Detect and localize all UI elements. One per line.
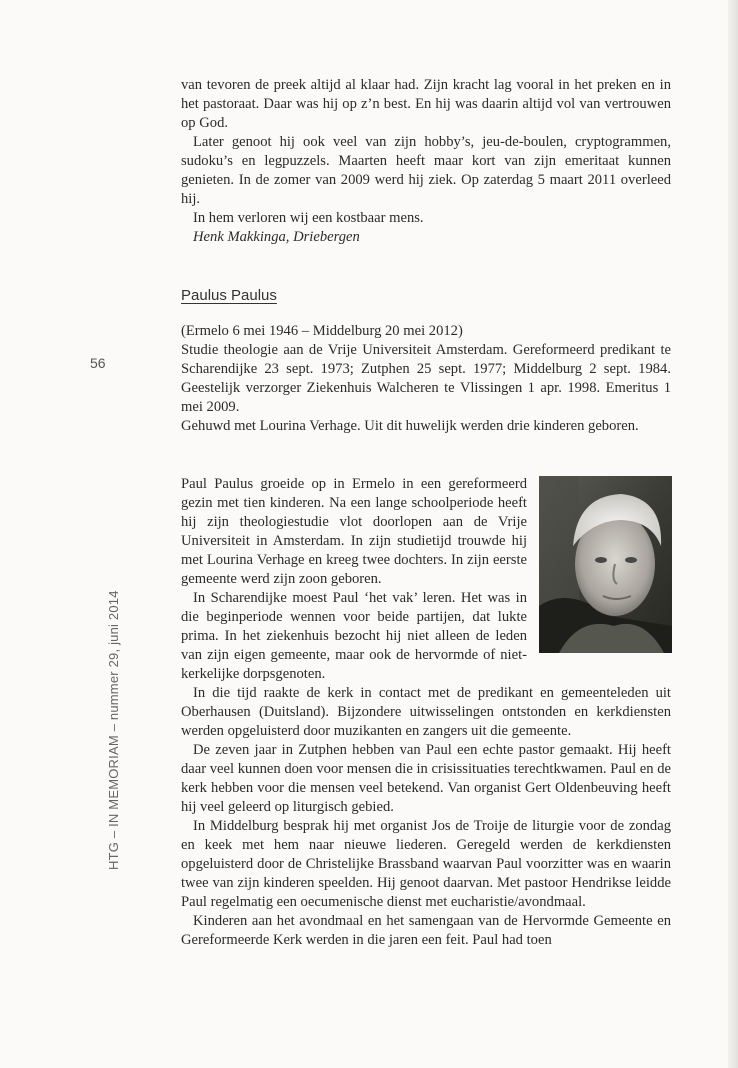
biographical-details [181, 322, 671, 436]
article-title: Paulus Paulus [181, 287, 277, 304]
page-edge [728, 0, 738, 1068]
life-dates: (Ermelo 6 mei 1946 – Middelburg 20 mei 2012) [181, 323, 463, 339]
paragraph: Kinderen aan het avondmaal en het samengaan van de Hervormde Gemeente en Gereformeerde Kerk werden in die jaren een feit. Paul had toen [181, 913, 671, 948]
article-body [181, 475, 671, 950]
paragraph: Paul Paulus groeide op in Ermelo in een gereformeerd gezin met tien kinderen. Na een lange schoolperiode heeft hij zijn theologiestudie vlot doorlopen aan de Vrije Universiteit in Amsterdam. In zijn studietijd trouwde hij met Lourina Verhage en kreeg twee dochters. In zijn eerste gemeente werd zijn zoon geboren. [181, 476, 527, 587]
running-head: HTG – IN MEMORIAM – nummer 29, juni 2014 [106, 590, 121, 870]
paragraph: In Scharendijke moest Paul ‘het vak’ leren. Het was in die beginperiode wennen voor beide partijen, dat lukte prima. In het ziekenhuis bezocht hij niet alleen de leden van zijn eigen gemeente, maar ook de hervormde of niet-kerkelijke dorpsgenoten. [181, 590, 527, 682]
author-signature: Henk Makkinga, Driebergen [193, 229, 360, 245]
page-number: 56 [90, 355, 106, 371]
paragraph: Later genoot hij ook veel van zijn hobby’s, jeu-de-boulen, cryptogrammen, sudoku’s en legpuzzels. Maarten heeft maar kort van zijn emeritaat kunnen genieten. In de zomer van 2009 werd hij ziek. Op zaterdag 5 maart 2011 overleed hij. [181, 134, 671, 207]
paragraph: In die tijd raakte de kerk in contact met de predikant en gemeenteleden uit Oberhausen (Duitsland). Bijzondere uitwisselingen ontstonden en kerkdiensten werden opgeluisterd door muzikanten en zangers uit die gemeente. [181, 685, 671, 739]
paragraph: In hem verloren wij een kostbaar mens. [193, 210, 424, 226]
career-summary: Studie theologie aan de Vrije Universiteit Amsterdam. Gereformeerd predikant te Scharendijke 23 sept. 1973; Zutphen 25 sept. 1977; Middelburg 2 sept. 1984. Geestelijk verzorger Ziekenhuis Walcheren te Vlissingen 1 apr. 1998. Emeritus 1 mei 2009. [181, 342, 671, 415]
previous-memorial [181, 76, 671, 247]
paragraph: In Middelburg besprak hij met organist Jos de Troije de liturgie voor de zondag en keek met hem naar nieuwe liederen. Geregeld werden de kerkdiensten opgeluisterd door de Christelijke Brassband waarvan Paul voorzitter was en waarin twee van zijn kinderen speelden. Hij genoot daarvan. Met pastoor Hendrikse leidde Paul regelmatig een oecumenische dienst met eucharistie/avondmaal. [181, 818, 671, 910]
family-note: Gehuwd met Lourina Verhage. Uit dit huwelijk werden drie kinderen geboren. [181, 418, 639, 434]
paragraph: De zeven jaar in Zutphen hebben van Paul een echte pastor gemaakt. Hij heeft daar veel kunnen doen voor mensen die in crisissituaties terechtkwamen. Paul en de kerk hebben voor die mensen veel betekend. Van organist Gert Oldenbeuving heeft hij veel geleerd op liturgisch gebied. [181, 742, 671, 815]
paragraph: van tevoren de preek altijd al klaar had. Zijn kracht lag vooral in het preken en in het pastoraat. Daar was hij op z’n best. En hij was daarin altijd vol van vertrouwen op God. [181, 77, 671, 131]
